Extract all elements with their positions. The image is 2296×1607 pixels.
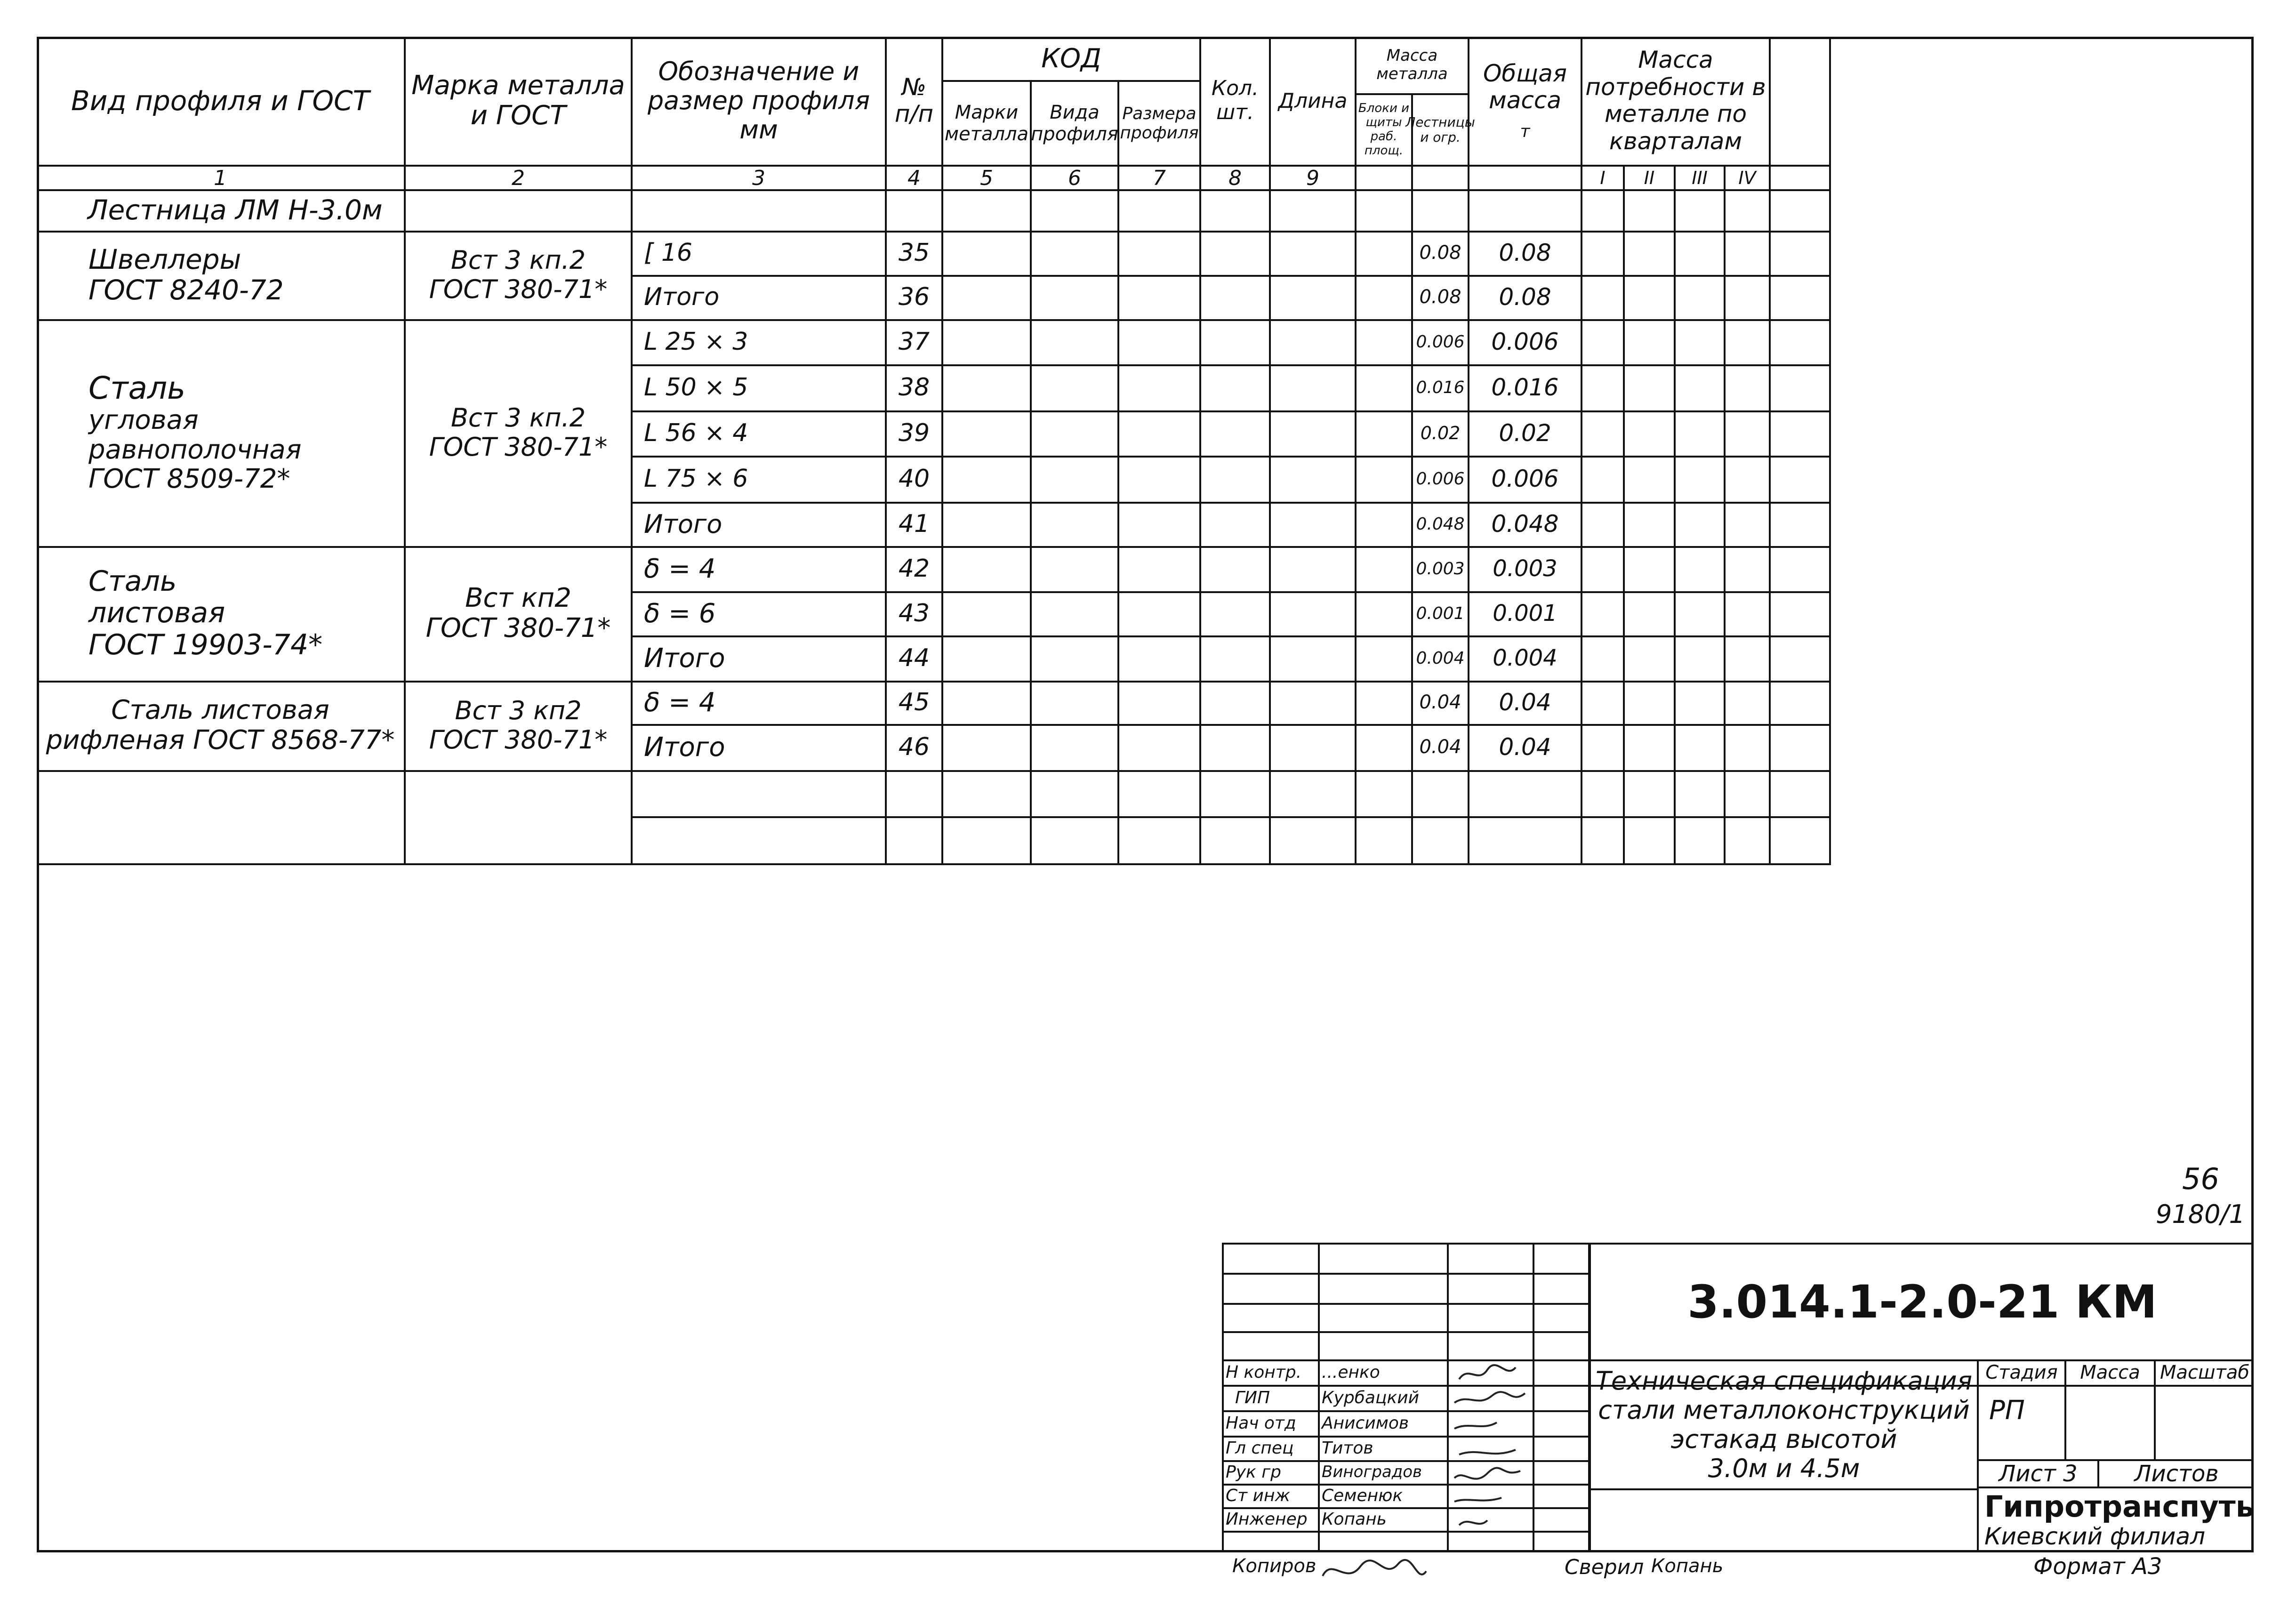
quarter-4: IV	[1738, 168, 1756, 188]
row-num: 36	[898, 283, 930, 311]
row-num: 43	[898, 599, 930, 627]
role-gip: ГИП	[1235, 1388, 1270, 1407]
colnum-7: 7	[1153, 166, 1166, 190]
row-lest: 0.004	[1416, 648, 1465, 668]
group3-profile: Сталь листовая ГОСТ 19903-74*	[88, 565, 323, 661]
header-profile: Вид профиля и ГОСТ	[71, 84, 369, 117]
header-koa-profile: Вида профиля	[1031, 102, 1118, 145]
role-nach-otd: Нач отд	[1226, 1413, 1296, 1433]
colnum-4: 4	[907, 166, 921, 190]
quarter-2: II	[1644, 168, 1655, 188]
role-gl-spec: Гл спец	[1226, 1438, 1294, 1458]
row-num: 41	[898, 510, 930, 538]
row-num: 38	[898, 373, 930, 402]
spec-table	[37, 37, 1831, 865]
header-num: № п/п	[894, 73, 934, 128]
row-num: 40	[898, 465, 930, 493]
name-n-kontr: ...енко	[1322, 1362, 1380, 1382]
row-lest: 0.048	[1416, 514, 1465, 534]
row-total: 0.04	[1499, 733, 1551, 761]
group1-steel: Вст 3 кп.2 ГОСТ 380-71*	[429, 245, 608, 304]
row-size: L 25 × 3	[644, 328, 748, 356]
row-num: 35	[898, 239, 930, 267]
header-steel: Марка металла и ГОСТ	[411, 70, 625, 131]
row-total: 0.04	[1499, 689, 1551, 716]
scale-label: Масштаб	[2160, 1362, 2250, 1383]
stage-label: Стадия	[1985, 1362, 2058, 1383]
row-total: 0.016	[1491, 374, 1559, 401]
row-lest: 0.04	[1419, 736, 1461, 758]
colnum-3: 3	[752, 166, 765, 190]
row-size: L 50 × 5	[644, 373, 748, 402]
branch-name: Киевский филиал	[1984, 1523, 2206, 1550]
header-koa-size: Размера профиля	[1120, 104, 1199, 143]
row-lest: 0.006	[1416, 332, 1465, 352]
header-potrebnost: Масса потребности в металле по кварталам	[1585, 46, 1766, 155]
name-gl-spec: Титов	[1322, 1438, 1373, 1458]
footer-checked-name: Копань	[1651, 1555, 1724, 1577]
row-size: δ = 4	[644, 553, 716, 584]
header-total: Общая масса т	[1483, 59, 1567, 141]
header-koa-metal: Марки металла	[944, 102, 1029, 145]
row-total: 0.004	[1493, 645, 1557, 671]
group3-steel: Вст кп2 ГОСТ 380-71*	[425, 582, 611, 643]
row-size: δ = 6	[644, 598, 716, 629]
row-size: Итого	[644, 283, 720, 311]
row-lest: 0.016	[1416, 378, 1465, 397]
header-massa-stairs: Лестницы и огр.	[1405, 114, 1475, 145]
sheet-label: Лист 3	[1999, 1461, 2078, 1487]
row-total: 0.001	[1493, 600, 1557, 627]
name-inzhener: Копань	[1322, 1509, 1387, 1529]
row-total: 0.02	[1499, 419, 1551, 447]
name-ruk-gr: Виноградов	[1322, 1462, 1422, 1481]
row-num: 45	[898, 688, 930, 716]
mass-label: Масса	[2080, 1362, 2140, 1383]
colnum-5: 5	[980, 166, 993, 190]
header-massa-blocks: Блоки и щиты раб. площ.	[1358, 101, 1410, 158]
group1-profile: Швеллеры ГОСТ 8240-72	[88, 243, 284, 306]
row-num: 44	[898, 644, 930, 672]
header-massa-metalla: Масса металла	[1376, 46, 1448, 83]
row-size: [ 16	[644, 239, 692, 267]
org-name: Гипротранспуть	[1984, 1489, 2254, 1524]
group4-steel: Вст 3 кп2 ГОСТ 380-71*	[429, 695, 608, 755]
archive-number: 9180/1	[2156, 1199, 2245, 1229]
row-num: 39	[898, 419, 930, 447]
quarter-1: I	[1600, 168, 1606, 188]
footer-format: Формат А3	[2033, 1553, 2162, 1580]
row-lest: 0.08	[1419, 286, 1461, 308]
doc-code: 3.014.1-2.0-21 КМ	[1687, 1276, 2157, 1328]
page-number: 56	[2182, 1162, 2219, 1196]
group2-steel: Вст 3 кп.2 ГОСТ 380-71*	[429, 402, 608, 462]
signatures	[1450, 1360, 1591, 1553]
stage-value: РП	[1989, 1395, 2025, 1426]
row-num: 46	[898, 733, 930, 761]
row-size: L 75 × 6	[644, 465, 748, 493]
name-gip: Курбацкий	[1322, 1388, 1420, 1407]
row-size: Итого	[644, 731, 725, 763]
row-total: 0.003	[1493, 555, 1557, 582]
role-n-kontr: Н контр.	[1226, 1362, 1302, 1382]
row-total: 0.006	[1491, 328, 1559, 355]
row-lest: 0.003	[1416, 559, 1465, 579]
name-st-inzh: Семенюк	[1322, 1486, 1403, 1505]
header-dlina: Длина	[1278, 88, 1348, 113]
row-num: 37	[898, 328, 930, 356]
name-nach-otd: Анисимов	[1322, 1413, 1409, 1433]
title-block	[1222, 1243, 2254, 1552]
row-total: 0.048	[1491, 510, 1559, 538]
group4-profile: Сталь листовая рифленая ГОСТ 8568-77*	[46, 694, 395, 755]
role-st-inzh: Ст инж	[1226, 1486, 1290, 1505]
colnum-9: 9	[1306, 166, 1319, 190]
row-size: Итого	[644, 643, 725, 674]
doc-description: Техническая спецификация стали металлоконструкций эстакад высотой 3.0м и 4.5м	[1595, 1366, 1973, 1484]
role-inzhener: Инженер	[1226, 1509, 1308, 1529]
row-num: 42	[898, 554, 930, 583]
row-lest: 0.04	[1419, 691, 1461, 713]
sheets-label: Листов	[2134, 1461, 2219, 1487]
role-ruk-gr: Рук гр	[1226, 1462, 1281, 1482]
footer-checked-label: Сверил	[1565, 1555, 1644, 1579]
row-total: 0.006	[1491, 465, 1559, 492]
group2-profile: Сталь угловая равнополочная ГОСТ 8509-72*	[88, 370, 302, 495]
footer-copied-label: Копиров	[1232, 1555, 1317, 1577]
colnum-2: 2	[512, 166, 525, 190]
row-total: 0.08	[1499, 239, 1551, 266]
quarter-3: III	[1692, 168, 1708, 188]
header-kol: Кол. шт.	[1211, 76, 1259, 124]
row-lest: 0.001	[1416, 603, 1465, 623]
row-size: L 56 × 4	[644, 419, 748, 447]
row-lest: 0.02	[1420, 423, 1461, 443]
header-koa: КОД	[1041, 43, 1101, 74]
header-size: Обозначение и размер профиля мм	[647, 56, 870, 145]
colnum-1: 1	[214, 166, 227, 190]
row-total: 0.08	[1499, 283, 1551, 311]
row-lest: 0.08	[1419, 242, 1461, 264]
section-title: Лестница ЛМ Н-3.0м	[88, 194, 383, 226]
row-size: Итого	[644, 509, 723, 539]
colnum-6: 6	[1068, 166, 1081, 190]
colnum-8: 8	[1228, 166, 1242, 190]
copied-signature	[1318, 1552, 1431, 1595]
row-size: δ = 4	[644, 687, 716, 718]
row-lest: 0.006	[1416, 469, 1465, 489]
